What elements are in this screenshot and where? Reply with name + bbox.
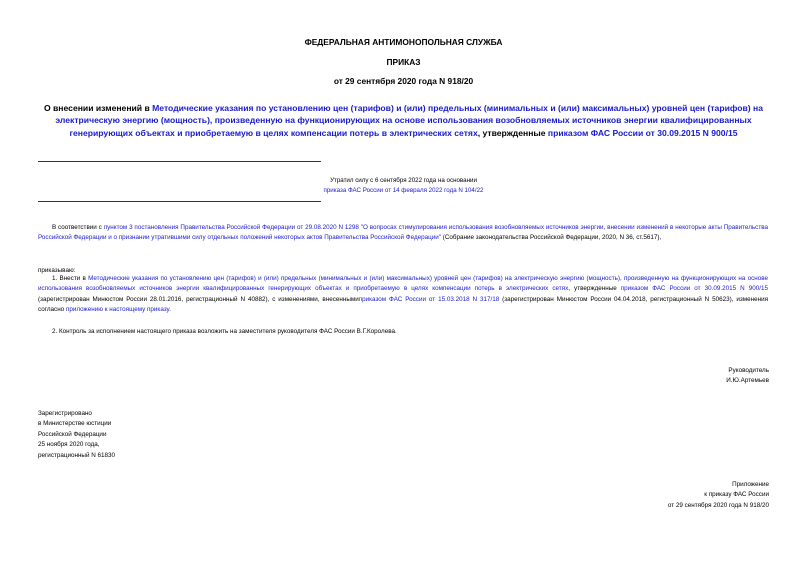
void-notice-link-row (0, 187, 807, 194)
registration-block: Зарегистрировано в Министерстве юстиции Российской Федерации 25 ноября 2020 года, регистрационный N 61830 (38, 410, 116, 459)
doc-type-heading: ПРИКАЗ (386, 57, 421, 67)
divider-bottom (38, 201, 321, 202)
preamble-paragraph: В соответствии с пунктом 3 постановления Правительства Российской Федерации от 29.08.2020 N 1298 "О вопросах стимулирования использования возобновляемых источников энергии, внесении изменений в некоторые акты Правительства Российской Федерации и о признании утратившими силу отдельных положений некоторых актов Правительства Российской Федерации" (Собрание законодательства Российской Федерации, 2020, N 36, ст.5617), (38, 224, 768, 242)
appendix-heading-block: Приложение к приказу ФАС России от 29 сентября 2020 года N 918/20 (667, 481, 769, 509)
clause-1-paragraph: 1. Внести в Методические указания по установлению цен (тарифов) и (или) предельных (минимальных и (или) максимальных) уровней цен (тарифов) на электрическую энергию (мощность), произведенную на функционирующих на основе использования возобновляемых источников энергии квалифицированных генерирующих объектах и приобретаемую в целях компенсации потерь в электрических сетях, утвержденные приказом ФАС России от 30.09.2015 N 900/15 (зарегистрирован Минюстом России 28.01.2016, регистрационный N 40882), с изменениями, внесеннымиприказом ФАС России от 15.03.2018 N 317/18 (зарегистрирован Минюстом России 04.04.2018, регистрационный N 50623), изменения согласно приложению к настоящему приказу. (38, 275, 769, 314)
order-317-18-link[interactable]: приказом ФАС России от 15.03.2018 N 317/18 (358, 295, 500, 303)
clause-2-paragraph: 2. Контроль за исполнением настоящего приказа возложить на заместителя руководителя ФАС России В.Г.Королева. (52, 328, 397, 335)
document-title: О внесении изменений в Методические указания по установлению цен (тарифов) и (или) предельных (минимальных и (или) максимальных) уровней цен (тарифов) на электрическую энергию (мощность), произведенную на функционирующих на основе использования возобновляемых источников энергии квалифицированных генерирующих объектах и приобретаемую в целях компенсации потерь в электрических сетях, утвержденные приказом ФАС России от 30.09.2015 N 900/15 (43, 103, 764, 138)
order-900-15-link[interactable]: приказом ФАС России от 30.09.2015 N 900/15 (547, 127, 738, 138)
doc-date-number: от 29 сентября 2020 года N 918/20 (333, 76, 474, 86)
signature-name: И.Ю.Артемьев (726, 377, 769, 385)
order-104-22-link[interactable]: приказа ФАС России от 14 февраля 2022 года N 104/22 (323, 187, 484, 194)
methodical-guidelines-link[interactable]: Методические указания по установлению цен (тарифов) и (или) предельных (минимальных и (или) максимальных) уровней цен (тарифов) на электрическую энергию (мощность), произведенную на функционирующих на основе использования возобновляемых источников энергии квалифицированных генерирующих объектах и приобретаемую в целях компенсации потерь в электрических сетях (55, 103, 764, 138)
orders-label: приказываю: (38, 267, 76, 274)
void-notice-text: Утратил силу с 6 сентября 2022 года на основании (330, 177, 477, 184)
clause1-order-900-15-link[interactable]: приказом ФАС России от 30.09.2015 N 900/15 (620, 285, 769, 293)
agency-heading: ФЕДЕРАЛЬНАЯ АНТИМОНОПОЛЬНАЯ СЛУЖБА (304, 37, 503, 47)
clause1-guidelines-link[interactable]: Методические указания по установлению цен (тарифов) и (или) предельных (минимальных и (или) максимальных) уровней цен (тарифов) на электрическую энергию (мощность), произведенную на функционирующих на основе использования возобновляемых источников энергии квалифицированных генерирующих объектах и приобретаемую в целях компенсации потерь в электрических сетях (38, 275, 769, 293)
divider-top (38, 161, 321, 162)
appendix-link[interactable]: приложению к настоящему приказу (65, 306, 170, 314)
resolution-1298-link[interactable]: пунктом 3 постановления Правительства Российской Федерации от 29.08.2020 N 1298 "О вопросах стимулирования использования возобновляемых источников энергии, внесении изменений в некоторые акты Правительства Российской Федерации и о признании утратившими силу отдельных положений некоторых актов Правительства Российской Федерации" (38, 224, 768, 242)
signature-block (569, 366, 769, 387)
signature-role: Руководитель (728, 367, 769, 374)
